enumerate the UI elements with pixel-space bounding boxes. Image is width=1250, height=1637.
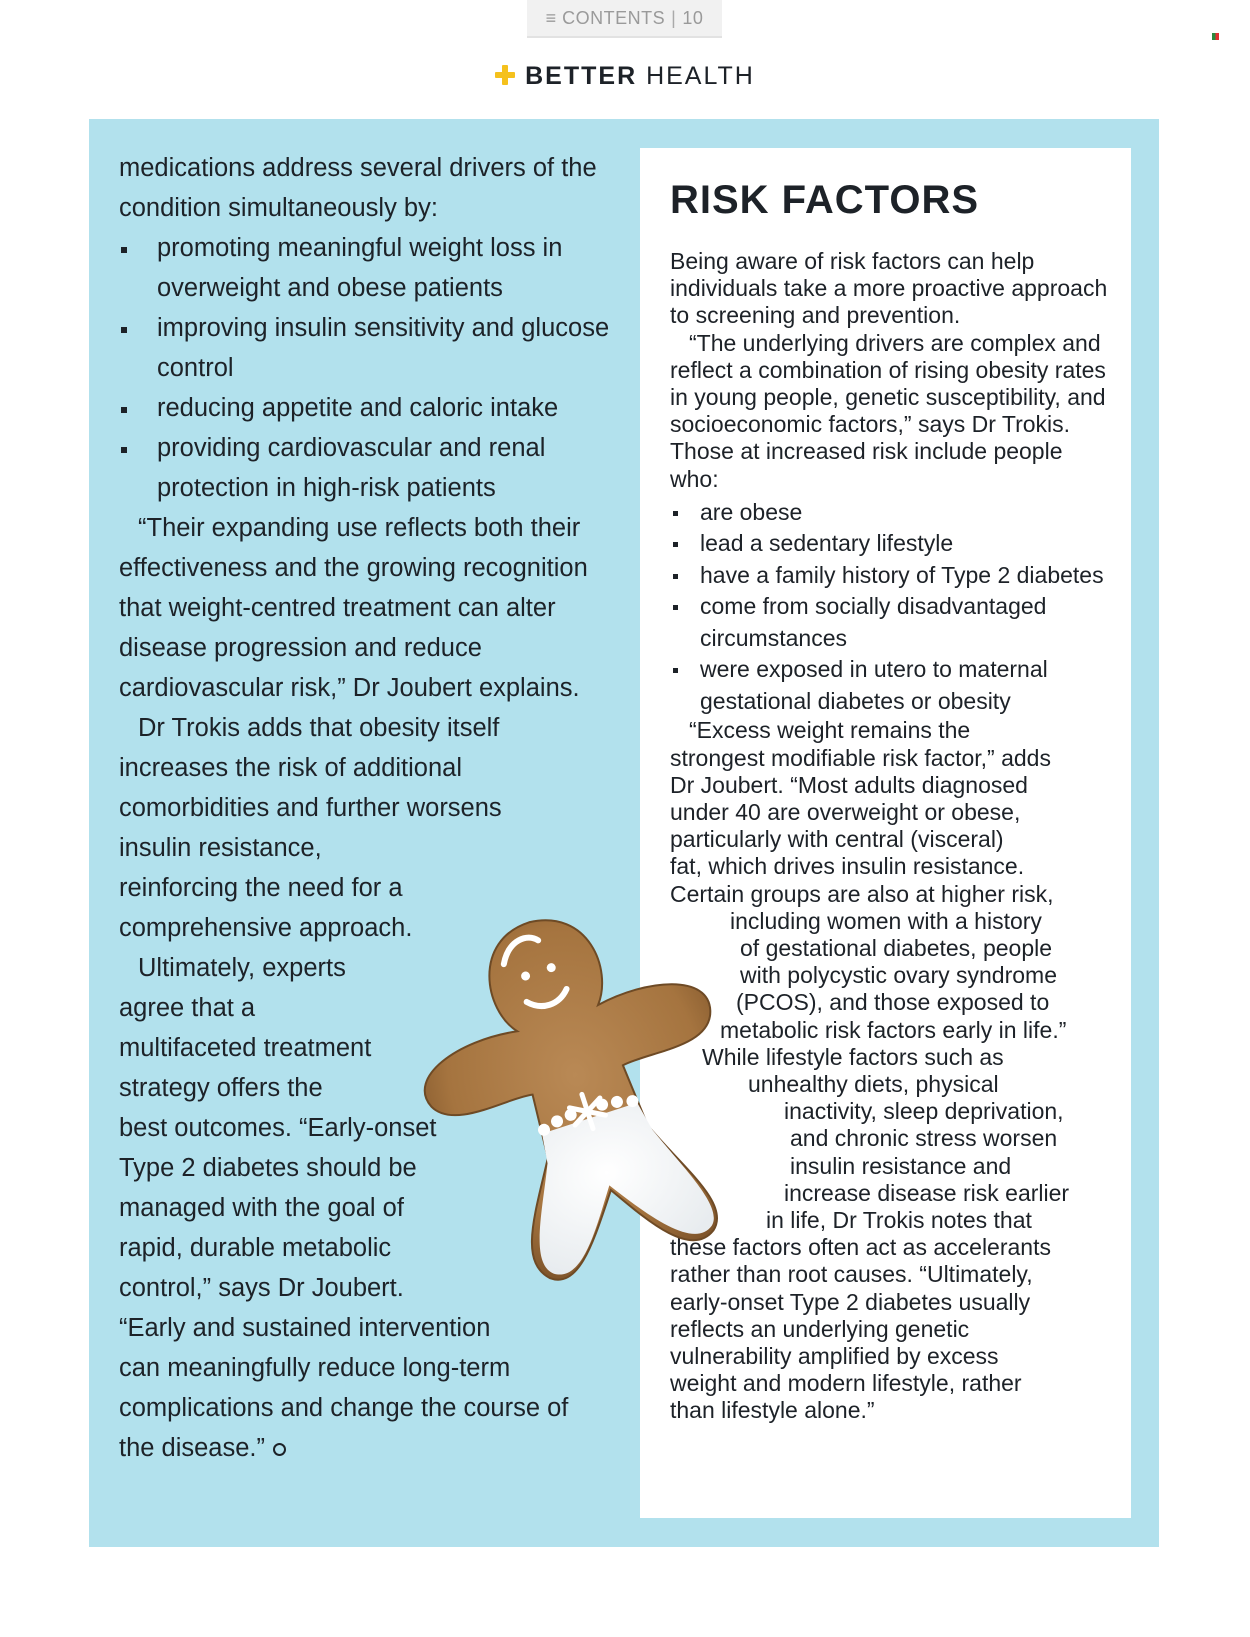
text-line: under 40 are overweight or obese, bbox=[670, 798, 1021, 825]
text-line: reflects an underlying genetic bbox=[670, 1315, 970, 1342]
contents-label: CONTENTS bbox=[562, 7, 666, 28]
risk-factors-title: RISK FACTORS bbox=[670, 178, 980, 222]
text-line: metabolic risk factors early in life.” bbox=[720, 1016, 1067, 1043]
drivers-list bbox=[119, 228, 614, 508]
list-item: promoting meaningful weight loss in overweight and obese patients bbox=[119, 228, 614, 308]
corner-mark-icon bbox=[1212, 33, 1219, 40]
text-line: than lifestyle alone.” bbox=[670, 1397, 875, 1424]
text-line: rapid, durable metabolic bbox=[119, 1234, 392, 1262]
text-line: unhealthy diets, physical bbox=[748, 1070, 999, 1097]
paragraph: “Their expanding use reflects both their effectiveness and the growing recognition that weight-centred treatment can alter disease progression and reduce cardiovascular risk,” Dr Joubert explains. bbox=[119, 514, 588, 702]
text-line: and chronic stress worsen bbox=[790, 1125, 1058, 1152]
risk-list bbox=[670, 497, 1110, 718]
text-line: insulin resistance and bbox=[790, 1152, 1012, 1179]
text-line: agree that a bbox=[119, 994, 256, 1022]
end-mark-icon bbox=[273, 1443, 286, 1456]
text-line: “Excess weight remains the bbox=[689, 717, 971, 744]
text-line: rather than root causes. “Ultimately, bbox=[670, 1261, 1033, 1288]
plus-icon bbox=[495, 65, 515, 85]
text-line: strategy offers the bbox=[119, 1074, 323, 1102]
text-line: of gestational diabetes, people bbox=[740, 934, 1053, 961]
text-line: Type 2 diabetes should be bbox=[119, 1154, 417, 1182]
text-line: complications and change the course of bbox=[119, 1394, 569, 1422]
text-line: increases the risk of additional bbox=[119, 754, 463, 782]
list-item: are obese bbox=[670, 497, 1110, 529]
text-line: can meaningfully reduce long-term bbox=[119, 1354, 511, 1382]
text-line: these factors often act as accelerants bbox=[670, 1234, 1051, 1261]
page-number: 10 bbox=[682, 7, 704, 28]
list-item: lead a sedentary lifestyle bbox=[670, 528, 1110, 560]
text-line: reinforcing the need for a bbox=[119, 874, 403, 902]
text-line: (PCOS), and those exposed to bbox=[736, 989, 1050, 1016]
text-line: multifaceted treatment bbox=[119, 1034, 372, 1062]
text-line: “Early and sustained intervention bbox=[119, 1314, 491, 1342]
last-line-text: the disease.” bbox=[119, 1434, 266, 1462]
text-line: including women with a history bbox=[730, 907, 1042, 934]
text-line: While lifestyle factors such as bbox=[702, 1043, 1004, 1070]
text-line: Certain groups are also at higher risk, bbox=[670, 880, 1054, 907]
text-line: comprehensive approach. bbox=[119, 914, 413, 942]
header-title-bold: BETTER bbox=[525, 62, 638, 90]
text-line: best outcomes. “Early-onset bbox=[119, 1114, 437, 1142]
section-header bbox=[0, 62, 1250, 91]
text-line: inactivity, sleep deprivation, bbox=[784, 1098, 1064, 1125]
text-line: comorbidities and further worsens bbox=[119, 794, 502, 822]
text-line: with polycystic ovary syndrome bbox=[740, 962, 1057, 989]
list-item: reducing appetite and caloric intake bbox=[119, 388, 614, 428]
contents-button[interactable] bbox=[527, 0, 722, 38]
text-line: particularly with central (visceral) bbox=[670, 826, 1004, 853]
text-line: control,” says Dr Joubert. bbox=[119, 1274, 404, 1302]
gingerbread-man-cookie-icon bbox=[420, 895, 740, 1295]
list-item: providing cardiovascular and renal protection in high-risk patients bbox=[119, 428, 614, 508]
text-line: managed with the goal of bbox=[119, 1194, 404, 1222]
text-line: increase disease risk earlier bbox=[784, 1179, 1070, 1206]
paragraph: “The underlying drivers are complex and reflect a combination of rising obesity rates in young people, genetic susceptibility, and socioeconomic factors,” says Dr Trokis. Those at increased risk include people who: bbox=[670, 329, 1106, 492]
list-item: have a family history of Type 2 diabetes bbox=[670, 560, 1110, 592]
text-line: strongest modifiable risk factor,” adds bbox=[670, 744, 1051, 771]
text-line: in life, Dr Trokis notes that bbox=[766, 1206, 1032, 1233]
divider: | bbox=[671, 7, 677, 28]
text-line: vulnerability amplified by excess bbox=[670, 1343, 999, 1369]
intro-text: medications address several drivers of the condition simultaneously by: bbox=[119, 154, 597, 222]
text-line: fat, which drives insulin resistance. bbox=[670, 853, 1025, 880]
text-line: Dr Trokis adds that obesity itself bbox=[138, 714, 500, 742]
paragraph: Being aware of risk factors can help individuals take a more proactive approach to screening and prevention. bbox=[670, 248, 1108, 329]
header-title-light: HEALTH bbox=[646, 62, 755, 90]
text-line: weight and modern lifestyle, rather bbox=[670, 1370, 1022, 1397]
text-line bbox=[119, 1428, 614, 1468]
list-item: come from socially disadvantaged circumstances bbox=[670, 591, 1110, 654]
list-item: were exposed in utero to maternal gestational diabetes or obesity bbox=[670, 654, 1110, 717]
list-item: improving insulin sensitivity and glucose control bbox=[119, 308, 614, 388]
text-line: insulin resistance, bbox=[119, 834, 322, 862]
menu-icon: ≡ bbox=[545, 7, 563, 28]
text-line: Dr Joubert. “Most adults diagnosed bbox=[670, 771, 1028, 798]
text-line: early-onset Type 2 diabetes usually bbox=[670, 1288, 1031, 1315]
text-line: Ultimately, experts bbox=[138, 954, 346, 982]
